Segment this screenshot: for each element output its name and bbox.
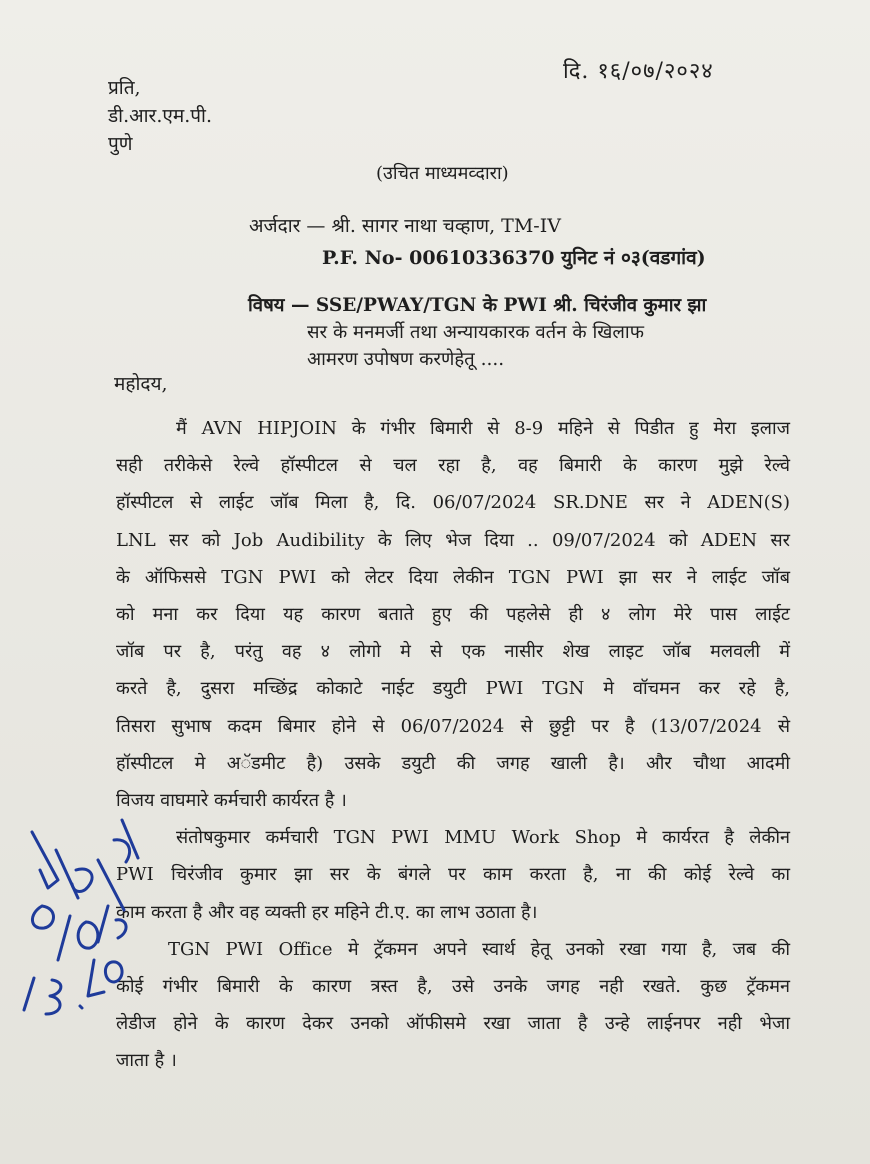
body-line: तिसरा सुभाष कदम बिमार होने से 06/07/2024 से छुट्टी पर है (13/07/2024 से bbox=[116, 715, 790, 737]
applicant-block bbox=[249, 210, 706, 274]
recipient-line: पुणे bbox=[108, 133, 133, 155]
subject-line: सर के मनमर्जी तथा अन्यायकारक वर्तन के खिलाफ bbox=[307, 322, 644, 343]
body-line: कोई गंभीर बिमारी के कारण त्रस्त है, उसे उनके जगह नही रखते. कुछ ट्रॅकमन bbox=[116, 976, 790, 998]
applicant-pf-number: P.F. No- 00610336370 युनिट नं ०३(वडगांव) bbox=[322, 247, 706, 269]
body-line: मैं AVN HIPJOIN के गंभीर बिमारी से 8-9 महिने से पिडीत हु मेरा इलाज bbox=[176, 418, 790, 439]
subject-line: विषय — SSE/PWAY/TGN के PWI श्री. चिरंजीव कुमार झा bbox=[248, 295, 707, 316]
body-line: PWI चिरंजीव कुमार झा सर के बंगले पर काम करता है, ना की कोई रेल्वे का bbox=[116, 864, 790, 886]
subject-line: आमरण उपोषण करणेहेतू .... bbox=[307, 349, 505, 370]
body-line: विजय वाघमारे कर्मचारी कार्यरत है । bbox=[116, 790, 347, 812]
body-line: हॉस्पीटल मे अॅडमीट है) उसके डयुटी की जगह खाली है। और चौथा आदमी bbox=[116, 752, 790, 774]
body-line: जॉब पर है, परंतु वह ४ लोगो मे से एक नासीर शेख लाइट जॉब मलवली में bbox=[116, 641, 790, 663]
salutation: महोदय, bbox=[114, 373, 168, 395]
letter-body bbox=[116, 410, 790, 1080]
body-line: काम करता है और वह व्यक्ती हर महिने टी.ए. का लाभ उठाता है। bbox=[116, 901, 538, 923]
body-line: LNL सर को Job Audibility के लिए भेज दिया .. 09/07/2024 को ADEN सर bbox=[116, 529, 790, 551]
body-line: सही तरीकेसे रेल्वे हॉस्पीटल से चल रहा है, वह बिमारी के कारण मुझे रेल्वे bbox=[116, 455, 790, 477]
recipient-line: डी.आर.एम.पी. bbox=[108, 105, 213, 127]
body-line: जाता है । bbox=[116, 1050, 177, 1072]
through-proper-channel: (उचित माध्यमव्दारा) bbox=[376, 163, 509, 184]
body-line: हॉस्पीटल से लाईट जॉब मिला है, दि. 06/07/2024 SR.DNE सर ने ADEN(S) bbox=[116, 492, 790, 514]
subject-block bbox=[248, 292, 706, 373]
body-line: संतोषकुमार कर्मचारी TGN PWI MMU Work Shop मे कार्यरत है लेकीन bbox=[176, 827, 790, 849]
recipient-line: प्रति, bbox=[108, 77, 141, 99]
body-line: को मना कर दिया यह कारण बताते हुए की पहलेसे ही ४ लोग मेरे पास लाईट bbox=[116, 604, 790, 626]
body-line: लेडीज होने के कारण देकर उनको ऑफीसमे रखा जाता है उन्हे लाईनपर नही भेजा bbox=[116, 1013, 790, 1035]
body-line: के ऑफिससे TGN PWI को लेटर दिया लेकीन TGN PWI झा सर ने लाईट जॉब bbox=[116, 566, 790, 588]
handwritten-receipt-note bbox=[18, 810, 178, 1070]
applicant-name: अर्जदार — श्री. सागर नाथा चव्हाण, TM-IV bbox=[249, 215, 561, 237]
body-line: करते है, दुसरा मच्छिंद्र कोकाटे नाईट डयुटी PWI TGN मे वॉचमन कर रहे है, bbox=[116, 678, 790, 700]
recipient-block bbox=[108, 74, 212, 158]
letter-date: दि. १६/०७/२०२४ bbox=[563, 59, 714, 84]
body-line: TGN PWI Office मे ट्रॅकमन अपने स्वार्थ हेतू उनको रखा गया है, जब की bbox=[168, 938, 790, 960]
